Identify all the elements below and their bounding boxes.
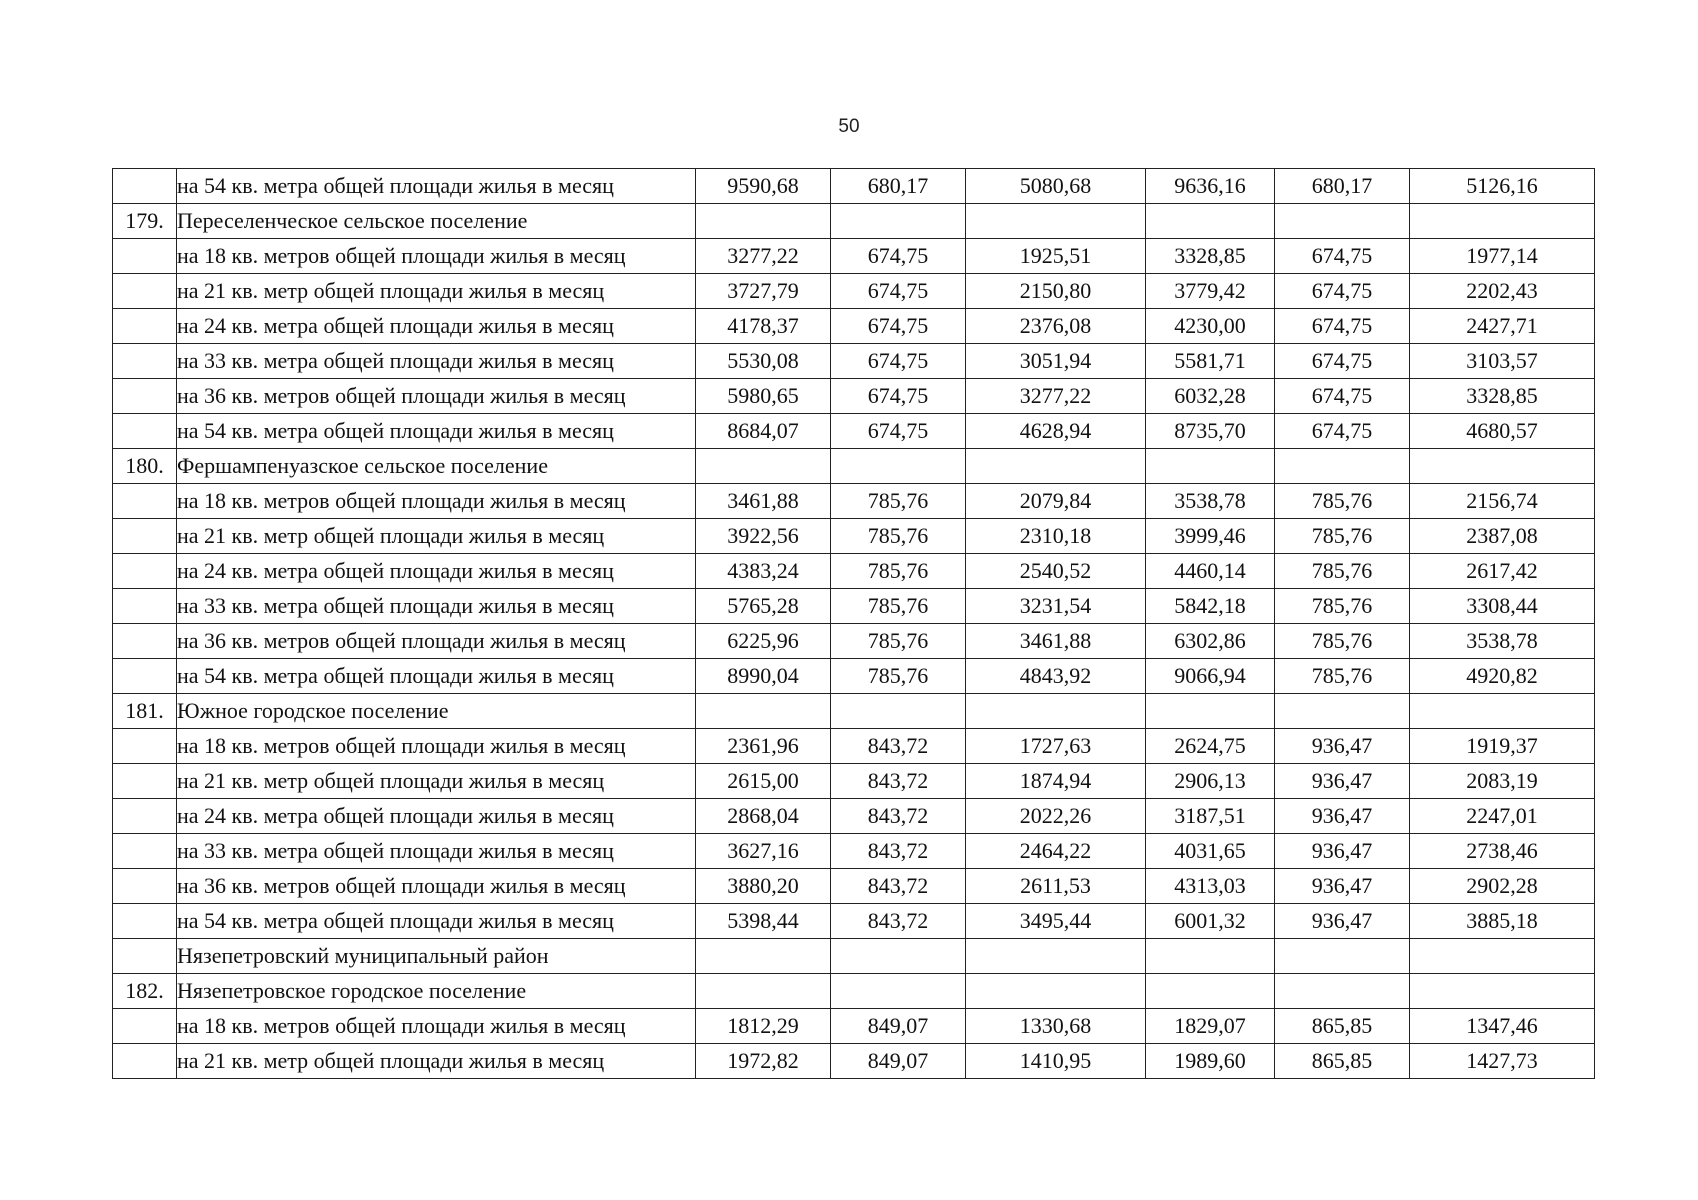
value-cell-2: 680,17 bbox=[831, 169, 966, 204]
row-label-cell: на 21 кв. метр общей площади жилья в месяц bbox=[177, 764, 696, 799]
table-row bbox=[113, 204, 1595, 239]
value-cell-3: 2150,80 bbox=[966, 274, 1146, 309]
row-label-cell: на 54 кв. метра общей площади жилья в месяц bbox=[177, 169, 696, 204]
value-cell-3: 3277,22 bbox=[966, 379, 1146, 414]
value-cell-2 bbox=[831, 204, 966, 239]
value-cell-4: 9066,94 bbox=[1146, 659, 1275, 694]
value-cell-6: 2617,42 bbox=[1410, 554, 1595, 589]
value-cell-3: 1874,94 bbox=[966, 764, 1146, 799]
value-cell-6: 2202,43 bbox=[1410, 274, 1595, 309]
row-number-cell bbox=[113, 659, 177, 694]
row-number-cell: 181. bbox=[113, 694, 177, 729]
value-cell-3: 3461,88 bbox=[966, 624, 1146, 659]
value-cell-2 bbox=[831, 449, 966, 484]
value-cell-1: 8990,04 bbox=[696, 659, 831, 694]
value-cell-1 bbox=[696, 939, 831, 974]
value-cell-1: 4383,24 bbox=[696, 554, 831, 589]
row-number-cell bbox=[113, 764, 177, 799]
row-label-cell: на 24 кв. метра общей площади жилья в месяц bbox=[177, 799, 696, 834]
value-cell-1: 3727,79 bbox=[696, 274, 831, 309]
row-number-cell bbox=[113, 939, 177, 974]
row-number-cell bbox=[113, 169, 177, 204]
value-cell-4: 6032,28 bbox=[1146, 379, 1275, 414]
value-cell-4: 6302,86 bbox=[1146, 624, 1275, 659]
value-cell-6: 4680,57 bbox=[1410, 414, 1595, 449]
value-cell-3: 4843,92 bbox=[966, 659, 1146, 694]
value-cell-2 bbox=[831, 939, 966, 974]
value-cell-1 bbox=[696, 204, 831, 239]
value-cell-2: 785,76 bbox=[831, 519, 966, 554]
value-cell-5 bbox=[1275, 694, 1410, 729]
value-cell-5 bbox=[1275, 449, 1410, 484]
value-cell-1: 3277,22 bbox=[696, 239, 831, 274]
value-cell-5: 785,76 bbox=[1275, 589, 1410, 624]
value-cell-4: 3999,46 bbox=[1146, 519, 1275, 554]
value-cell-3: 2022,26 bbox=[966, 799, 1146, 834]
value-cell-1: 9590,68 bbox=[696, 169, 831, 204]
value-cell-2: 674,75 bbox=[831, 309, 966, 344]
table-row bbox=[113, 309, 1595, 344]
value-cell-2 bbox=[831, 974, 966, 1009]
value-cell-4: 2906,13 bbox=[1146, 764, 1275, 799]
value-cell-2 bbox=[831, 694, 966, 729]
value-cell-6: 1977,14 bbox=[1410, 239, 1595, 274]
value-cell-3: 2310,18 bbox=[966, 519, 1146, 554]
table-row bbox=[113, 869, 1595, 904]
row-number-cell: 182. bbox=[113, 974, 177, 1009]
row-label-cell: Нязепетровское городское поселение bbox=[177, 974, 696, 1009]
tariff-table bbox=[112, 168, 1595, 1079]
value-cell-2: 843,72 bbox=[831, 869, 966, 904]
value-cell-5 bbox=[1275, 939, 1410, 974]
row-label-cell: на 33 кв. метра общей площади жилья в месяц bbox=[177, 834, 696, 869]
row-number-cell bbox=[113, 344, 177, 379]
row-number-cell bbox=[113, 869, 177, 904]
value-cell-6: 2083,19 bbox=[1410, 764, 1595, 799]
value-cell-5: 674,75 bbox=[1275, 274, 1410, 309]
value-cell-6: 2427,71 bbox=[1410, 309, 1595, 344]
table-row bbox=[113, 1009, 1595, 1044]
value-cell-6: 1427,73 bbox=[1410, 1044, 1595, 1079]
row-number-cell bbox=[113, 834, 177, 869]
value-cell-5: 936,47 bbox=[1275, 834, 1410, 869]
row-number-cell bbox=[113, 414, 177, 449]
value-cell-4 bbox=[1146, 694, 1275, 729]
value-cell-6 bbox=[1410, 694, 1595, 729]
value-cell-4: 3779,42 bbox=[1146, 274, 1275, 309]
value-cell-2: 843,72 bbox=[831, 764, 966, 799]
value-cell-3: 2079,84 bbox=[966, 484, 1146, 519]
row-label-cell: на 18 кв. метров общей площади жилья в месяц bbox=[177, 484, 696, 519]
value-cell-1: 2361,96 bbox=[696, 729, 831, 764]
value-cell-4 bbox=[1146, 939, 1275, 974]
row-number-cell bbox=[113, 729, 177, 764]
value-cell-1: 3461,88 bbox=[696, 484, 831, 519]
value-cell-6: 2247,01 bbox=[1410, 799, 1595, 834]
value-cell-6: 3103,57 bbox=[1410, 344, 1595, 379]
table-row bbox=[113, 519, 1595, 554]
table-row bbox=[113, 1044, 1595, 1079]
row-number-cell: 179. bbox=[113, 204, 177, 239]
value-cell-4: 3328,85 bbox=[1146, 239, 1275, 274]
value-cell-1: 3922,56 bbox=[696, 519, 831, 554]
row-number-cell bbox=[113, 309, 177, 344]
value-cell-4: 1829,07 bbox=[1146, 1009, 1275, 1044]
table-row bbox=[113, 414, 1595, 449]
table-row bbox=[113, 904, 1595, 939]
value-cell-5: 680,17 bbox=[1275, 169, 1410, 204]
value-cell-3: 2376,08 bbox=[966, 309, 1146, 344]
row-number-cell bbox=[113, 484, 177, 519]
value-cell-6: 2156,74 bbox=[1410, 484, 1595, 519]
value-cell-4: 1989,60 bbox=[1146, 1044, 1275, 1079]
value-cell-5: 785,76 bbox=[1275, 554, 1410, 589]
value-cell-5: 785,76 bbox=[1275, 659, 1410, 694]
value-cell-5: 936,47 bbox=[1275, 869, 1410, 904]
value-cell-6: 2738,46 bbox=[1410, 834, 1595, 869]
value-cell-5: 785,76 bbox=[1275, 519, 1410, 554]
value-cell-1 bbox=[696, 974, 831, 1009]
value-cell-5: 785,76 bbox=[1275, 624, 1410, 659]
value-cell-6: 3328,85 bbox=[1410, 379, 1595, 414]
value-cell-3: 5080,68 bbox=[966, 169, 1146, 204]
value-cell-1: 3880,20 bbox=[696, 869, 831, 904]
row-number-cell bbox=[113, 519, 177, 554]
value-cell-2: 849,07 bbox=[831, 1009, 966, 1044]
table-row bbox=[113, 484, 1595, 519]
row-label-cell: на 54 кв. метра общей площади жилья в месяц bbox=[177, 904, 696, 939]
value-cell-5 bbox=[1275, 974, 1410, 1009]
value-cell-5: 674,75 bbox=[1275, 414, 1410, 449]
value-cell-4: 3538,78 bbox=[1146, 484, 1275, 519]
table-row bbox=[113, 764, 1595, 799]
row-number-cell: 180. bbox=[113, 449, 177, 484]
row-number-cell bbox=[113, 1044, 177, 1079]
value-cell-3: 1410,95 bbox=[966, 1044, 1146, 1079]
row-label-cell: на 36 кв. метров общей площади жилья в месяц bbox=[177, 624, 696, 659]
row-number-cell bbox=[113, 904, 177, 939]
value-cell-1: 5530,08 bbox=[696, 344, 831, 379]
value-cell-2: 843,72 bbox=[831, 799, 966, 834]
row-number-cell bbox=[113, 624, 177, 659]
value-cell-1: 1972,82 bbox=[696, 1044, 831, 1079]
value-cell-6: 2902,28 bbox=[1410, 869, 1595, 904]
row-label-cell: на 18 кв. метров общей площади жилья в месяц bbox=[177, 1009, 696, 1044]
row-label-cell: на 18 кв. метров общей площади жилья в месяц bbox=[177, 729, 696, 764]
value-cell-2: 674,75 bbox=[831, 239, 966, 274]
row-label-cell: на 18 кв. метров общей площади жилья в месяц bbox=[177, 239, 696, 274]
value-cell-4: 8735,70 bbox=[1146, 414, 1275, 449]
value-cell-3: 1925,51 bbox=[966, 239, 1146, 274]
value-cell-2: 674,75 bbox=[831, 274, 966, 309]
value-cell-2: 674,75 bbox=[831, 379, 966, 414]
row-number-cell bbox=[113, 554, 177, 589]
value-cell-2: 785,76 bbox=[831, 624, 966, 659]
table-row bbox=[113, 659, 1595, 694]
value-cell-2: 674,75 bbox=[831, 414, 966, 449]
table-row bbox=[113, 449, 1595, 484]
value-cell-5: 865,85 bbox=[1275, 1009, 1410, 1044]
value-cell-6 bbox=[1410, 204, 1595, 239]
value-cell-3: 2540,52 bbox=[966, 554, 1146, 589]
value-cell-3: 4628,94 bbox=[966, 414, 1146, 449]
value-cell-6: 3308,44 bbox=[1410, 589, 1595, 624]
table-row bbox=[113, 834, 1595, 869]
value-cell-3: 1727,63 bbox=[966, 729, 1146, 764]
value-cell-1: 2868,04 bbox=[696, 799, 831, 834]
row-label-cell: на 21 кв. метр общей площади жилья в месяц bbox=[177, 274, 696, 309]
value-cell-1: 1812,29 bbox=[696, 1009, 831, 1044]
value-cell-5: 865,85 bbox=[1275, 1044, 1410, 1079]
value-cell-1: 5765,28 bbox=[696, 589, 831, 624]
table-row bbox=[113, 799, 1595, 834]
value-cell-3: 3495,44 bbox=[966, 904, 1146, 939]
table-row bbox=[113, 169, 1595, 204]
value-cell-2: 674,75 bbox=[831, 344, 966, 379]
value-cell-1: 8684,07 bbox=[696, 414, 831, 449]
table-row bbox=[113, 939, 1595, 974]
value-cell-2: 785,76 bbox=[831, 484, 966, 519]
value-cell-2: 843,72 bbox=[831, 729, 966, 764]
value-cell-5: 674,75 bbox=[1275, 239, 1410, 274]
page-number: 50 bbox=[838, 116, 860, 137]
row-label-cell: на 21 кв. метр общей площади жилья в месяц bbox=[177, 519, 696, 554]
value-cell-3: 2464,22 bbox=[966, 834, 1146, 869]
value-cell-4: 4460,14 bbox=[1146, 554, 1275, 589]
value-cell-3 bbox=[966, 974, 1146, 1009]
value-cell-6: 1347,46 bbox=[1410, 1009, 1595, 1044]
value-cell-3 bbox=[966, 694, 1146, 729]
value-cell-3: 3051,94 bbox=[966, 344, 1146, 379]
value-cell-6 bbox=[1410, 939, 1595, 974]
row-label-cell: на 33 кв. метра общей площади жилья в месяц bbox=[177, 589, 696, 624]
row-label-cell: на 54 кв. метра общей площади жилья в месяц bbox=[177, 659, 696, 694]
row-label-cell: на 33 кв. метра общей площади жилья в месяц bbox=[177, 344, 696, 379]
value-cell-4: 3187,51 bbox=[1146, 799, 1275, 834]
value-cell-1: 2615,00 bbox=[696, 764, 831, 799]
table-row bbox=[113, 729, 1595, 764]
value-cell-4: 5842,18 bbox=[1146, 589, 1275, 624]
value-cell-3: 2611,53 bbox=[966, 869, 1146, 904]
value-cell-1: 5980,65 bbox=[696, 379, 831, 414]
value-cell-6: 5126,16 bbox=[1410, 169, 1595, 204]
row-label-cell: на 36 кв. метров общей площади жилья в месяц bbox=[177, 869, 696, 904]
value-cell-3 bbox=[966, 449, 1146, 484]
table-row bbox=[113, 694, 1595, 729]
table-row bbox=[113, 589, 1595, 624]
value-cell-4: 9636,16 bbox=[1146, 169, 1275, 204]
row-number-cell bbox=[113, 589, 177, 624]
value-cell-2: 785,76 bbox=[831, 554, 966, 589]
row-label-cell: Южное городское поселение bbox=[177, 694, 696, 729]
value-cell-4: 4230,00 bbox=[1146, 309, 1275, 344]
value-cell-2: 849,07 bbox=[831, 1044, 966, 1079]
value-cell-6: 2387,08 bbox=[1410, 519, 1595, 554]
value-cell-5 bbox=[1275, 204, 1410, 239]
table-row bbox=[113, 239, 1595, 274]
value-cell-2: 785,76 bbox=[831, 659, 966, 694]
value-cell-1: 4178,37 bbox=[696, 309, 831, 344]
table-body bbox=[113, 169, 1595, 1079]
value-cell-4 bbox=[1146, 449, 1275, 484]
value-cell-5: 674,75 bbox=[1275, 309, 1410, 344]
value-cell-5: 674,75 bbox=[1275, 379, 1410, 414]
value-cell-4: 5581,71 bbox=[1146, 344, 1275, 379]
value-cell-6 bbox=[1410, 974, 1595, 1009]
value-cell-3 bbox=[966, 204, 1146, 239]
row-number-cell bbox=[113, 799, 177, 834]
table-row bbox=[113, 344, 1595, 379]
value-cell-5: 936,47 bbox=[1275, 904, 1410, 939]
value-cell-6: 3538,78 bbox=[1410, 624, 1595, 659]
row-number-cell bbox=[113, 1009, 177, 1044]
value-cell-5: 936,47 bbox=[1275, 799, 1410, 834]
value-cell-2: 843,72 bbox=[831, 834, 966, 869]
value-cell-5: 785,76 bbox=[1275, 484, 1410, 519]
row-label-cell: на 36 кв. метров общей площади жилья в месяц bbox=[177, 379, 696, 414]
row-label-cell: Переселенческое сельское поселение bbox=[177, 204, 696, 239]
table-row bbox=[113, 974, 1595, 1009]
row-label-cell: на 54 кв. метра общей площади жилья в месяц bbox=[177, 414, 696, 449]
value-cell-3: 1330,68 bbox=[966, 1009, 1146, 1044]
value-cell-6: 4920,82 bbox=[1410, 659, 1595, 694]
value-cell-2: 843,72 bbox=[831, 904, 966, 939]
row-number-cell bbox=[113, 274, 177, 309]
value-cell-1 bbox=[696, 694, 831, 729]
row-label-cell: на 24 кв. метра общей площади жилья в месяц bbox=[177, 309, 696, 344]
value-cell-6: 3885,18 bbox=[1410, 904, 1595, 939]
table-row bbox=[113, 379, 1595, 414]
value-cell-5: 936,47 bbox=[1275, 729, 1410, 764]
row-label-cell: Фершампенуазское сельское поселение bbox=[177, 449, 696, 484]
row-label-cell: на 24 кв. метра общей площади жилья в месяц bbox=[177, 554, 696, 589]
table-row bbox=[113, 554, 1595, 589]
value-cell-1: 5398,44 bbox=[696, 904, 831, 939]
value-cell-5: 674,75 bbox=[1275, 344, 1410, 379]
row-number-cell bbox=[113, 239, 177, 274]
value-cell-6: 1919,37 bbox=[1410, 729, 1595, 764]
value-cell-4: 2624,75 bbox=[1146, 729, 1275, 764]
value-cell-4 bbox=[1146, 974, 1275, 1009]
value-cell-3 bbox=[966, 939, 1146, 974]
value-cell-2: 785,76 bbox=[831, 589, 966, 624]
value-cell-3: 3231,54 bbox=[966, 589, 1146, 624]
table-row bbox=[113, 624, 1595, 659]
value-cell-6 bbox=[1410, 449, 1595, 484]
row-number-cell bbox=[113, 379, 177, 414]
value-cell-1: 3627,16 bbox=[696, 834, 831, 869]
value-cell-5: 936,47 bbox=[1275, 764, 1410, 799]
value-cell-4: 4031,65 bbox=[1146, 834, 1275, 869]
value-cell-1: 6225,96 bbox=[696, 624, 831, 659]
value-cell-4: 4313,03 bbox=[1146, 869, 1275, 904]
row-label-cell: Нязепетровский муниципальный район bbox=[177, 939, 696, 974]
table-row bbox=[113, 274, 1595, 309]
value-cell-4 bbox=[1146, 204, 1275, 239]
value-cell-4: 6001,32 bbox=[1146, 904, 1275, 939]
value-cell-1 bbox=[696, 449, 831, 484]
row-label-cell: на 21 кв. метр общей площади жилья в месяц bbox=[177, 1044, 696, 1079]
